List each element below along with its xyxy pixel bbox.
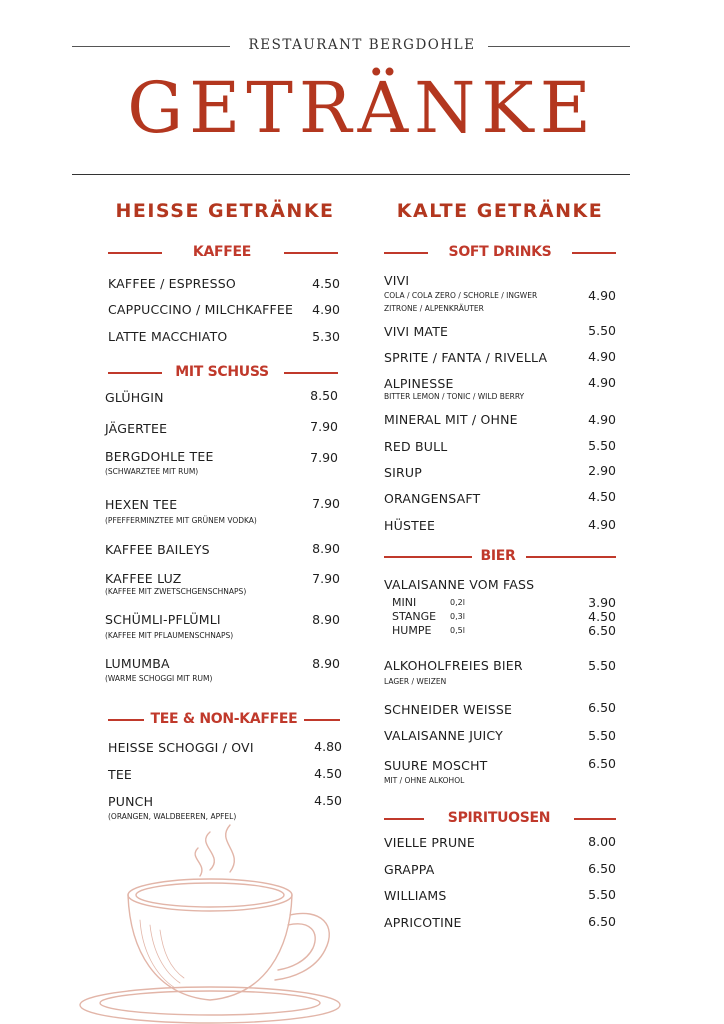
menu-item-price: 2.90 <box>588 463 616 478</box>
menu-item-price: 4.90 <box>588 288 616 303</box>
menu-item-name: GRAPPA <box>384 862 435 877</box>
menu-item-name: TEE <box>108 767 133 782</box>
size-volume: 0,3l <box>450 612 465 621</box>
kaffee-rule-right <box>284 252 338 254</box>
menu-item-note: (WARME SCHOGGI MIT RUM) <box>105 674 213 683</box>
menu-item-price: 4.50 <box>312 276 340 291</box>
section-title-soft-drinks: SOFT DRINKS <box>448 244 552 260</box>
menu-item-name: GLÜHGIN <box>105 390 164 405</box>
menu-item-name: VALAISANNE JUICY <box>384 728 503 743</box>
spirituosen-rule-left <box>384 818 424 820</box>
menu-item-name: LATTE MACCHIATO <box>108 329 228 344</box>
menu-item-price: 4.90 <box>312 302 340 317</box>
section-title-tee: TEE & NON-KAFFEE <box>150 711 298 727</box>
menu-item-price: 7.90 <box>312 496 340 511</box>
menu-item-name: HEXEN TEE <box>105 497 178 512</box>
mit-schuss-rule-left <box>108 372 162 374</box>
menu-item-price: 4.90 <box>588 375 616 390</box>
size-volume: 0,5l <box>450 626 465 635</box>
menu-item-price: 6.50 <box>588 700 616 715</box>
menu-item-price: 8.90 <box>312 656 340 671</box>
menu-item-price: 6.50 <box>588 623 616 638</box>
spirituosen-rule-right <box>574 818 616 820</box>
section-title-mit-schuss: MIT SCHUSS <box>175 364 269 380</box>
size-label: HUMPE <box>392 624 432 637</box>
menu-item-price: 7.90 <box>310 450 338 465</box>
page-title: GETRÄNKE <box>127 67 597 149</box>
section-title-spirituosen: SPIRITUOSEN <box>447 810 551 826</box>
menu-item-name: RED BULL <box>384 439 448 454</box>
menu-item-price: 4.50 <box>314 766 342 781</box>
menu-item-note: (SCHWARZTEE MIT RUM) <box>105 467 199 476</box>
menu-item-name: KAFFEE / ESPRESSO <box>108 276 236 291</box>
size-volume: 0,2l <box>450 598 465 607</box>
menu-item-note: BITTER LEMON / TONIC / WILD BERRY <box>384 392 525 401</box>
menu-item-name: PUNCH <box>108 794 154 809</box>
menu-item-name: ALKOHOLFREIES BIER <box>384 658 523 673</box>
menu-item-name: APRICOTINE <box>384 915 462 930</box>
bier-rule-left <box>384 556 472 558</box>
menu-item-name: SCHÜMLI-PFLÜMLI <box>105 612 221 627</box>
menu-item-note: ZITRONE / ALPENKRÄUTER <box>384 304 484 313</box>
menu-item-price: 8.00 <box>588 834 616 849</box>
menu-item-name: VIVI MATE <box>384 324 449 339</box>
menu-item-name: SIRUP <box>384 465 422 480</box>
menu-item-note: (KAFFEE MIT ZWETSCHGENSCHNAPS) <box>105 587 247 596</box>
menu-item-note: COLA / COLA ZERO / SCHORLE / INGWER <box>384 291 538 300</box>
size-label: MINI <box>392 596 417 609</box>
menu-item-price: 8.90 <box>312 541 340 556</box>
menu-item-price: 4.50 <box>588 489 616 504</box>
menu-item-note: MIT / OHNE ALKOHOL <box>384 776 465 785</box>
title-divider <box>72 174 630 175</box>
menu-item-name: JÄGERTEE <box>105 421 168 436</box>
menu-item-price: 5.50 <box>588 438 616 453</box>
menu-item-name: MINERAL MIT / OHNE <box>384 412 518 427</box>
heading-cold-drinks: KALTE GETRÄNKE <box>396 200 604 222</box>
menu-item-note: (ORANGEN, WALDBEEREN, APFEL) <box>108 812 237 821</box>
section-title-bier: BIER <box>480 548 516 564</box>
bier-rule-right <box>526 556 616 558</box>
menu-item-name: SCHNEIDER WEISSE <box>384 702 513 717</box>
menu-item-name: VALAISANNE VOM FASS <box>384 577 535 592</box>
menu-item-price: 5.30 <box>312 329 340 344</box>
menu-item-price: 4.90 <box>588 517 616 532</box>
menu-item-price: 4.50 <box>588 609 616 624</box>
heading-hot-drinks: HEISSE GETRÄNKE <box>115 200 335 222</box>
tee-rule-left <box>108 719 144 721</box>
menu-item-price: 5.50 <box>588 658 616 673</box>
menu-item-name: BERGDOHLE TEE <box>105 449 214 464</box>
menu-item-price: 8.50 <box>310 388 338 403</box>
size-label: STANGE <box>392 610 437 623</box>
menu-item-name: SPRITE / FANTA / RIVELLA <box>384 350 548 365</box>
restaurant-name: RESTAURANT BERGDOHLE <box>248 37 476 53</box>
menu-item-price: 6.50 <box>588 756 616 771</box>
menu-item-name: ALPINESSE <box>384 376 454 391</box>
menu-item-price: 4.90 <box>588 412 616 427</box>
menu-item-name: HEISSE SCHOGGI / OVI <box>108 740 254 755</box>
coffee-cup-illustration <box>70 820 370 1024</box>
menu-item-price: 6.50 <box>588 914 616 929</box>
kaffee-rule-left <box>108 252 162 254</box>
menu-item-name: KAFFEE BAILEYS <box>105 542 210 557</box>
menu-item-price: 4.50 <box>314 793 342 808</box>
menu-item-price: 3.90 <box>588 595 616 610</box>
menu-item-price: 6.50 <box>588 861 616 876</box>
menu-item-price: 5.50 <box>588 887 616 902</box>
menu-item-price: 5.50 <box>588 728 616 743</box>
tee-rule-right <box>304 719 340 721</box>
menu-item-note: (KAFFEE MIT PFLAUMENSCHNAPS) <box>105 631 234 640</box>
menu-item-price: 5.50 <box>588 323 616 338</box>
menu-item-price: 8.90 <box>312 612 340 627</box>
menu-item-name: VIVI <box>384 273 410 288</box>
soft-rule-right <box>572 252 616 254</box>
menu-item-name: LUMUMBA <box>105 656 170 671</box>
menu-item-note: (PFEFFERMINZTEE MIT GRÜNEM VODKA) <box>105 516 257 525</box>
menu-item-name: ORANGENSAFT <box>384 491 481 506</box>
mit-schuss-rule-right <box>284 372 338 374</box>
menu-item-note: LAGER / WEIZEN <box>384 677 447 686</box>
section-title-kaffee: KAFFEE <box>192 244 252 260</box>
menu-item-name: KAFFEE LUZ <box>105 571 182 586</box>
menu-item-name: SUURE MOSCHT <box>384 758 488 773</box>
menu-item-name: VIELLE PRUNE <box>384 835 475 850</box>
menu-item-price: 7.90 <box>312 571 340 586</box>
menu-item-price: 4.90 <box>588 349 616 364</box>
menu-item-name: HÜSTEE <box>384 518 436 533</box>
menu-item-name: CAPPUCCINO / MILCHKAFFEE <box>108 302 294 317</box>
menu-item-name: WILLIAMS <box>384 888 447 903</box>
menu-item-price: 4.80 <box>314 739 342 754</box>
soft-rule-left <box>384 252 428 254</box>
menu-item-price: 7.90 <box>310 419 338 434</box>
